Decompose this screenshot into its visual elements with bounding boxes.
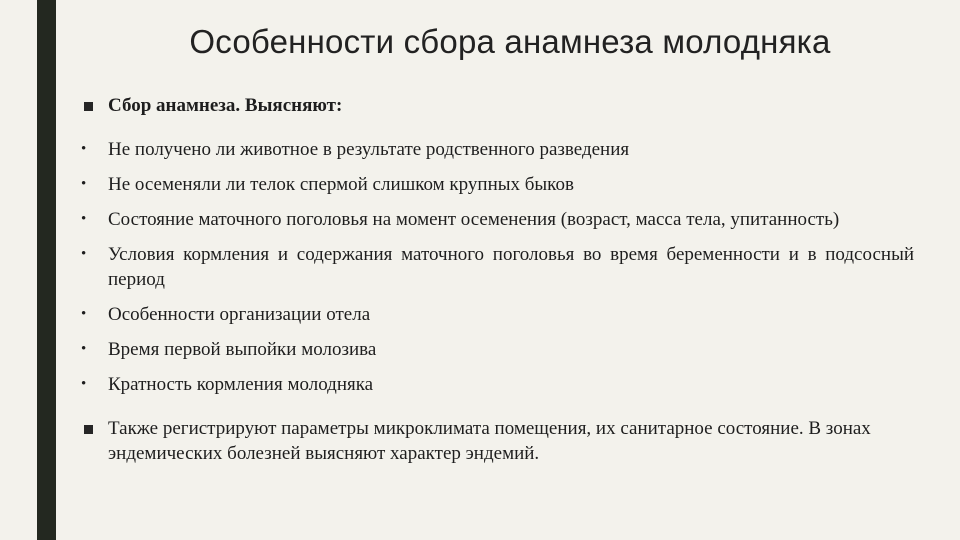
section-heading xyxy=(78,93,914,118)
round-bullet-icon: • xyxy=(81,306,87,322)
round-bullet-icon: • xyxy=(81,341,87,357)
slide-title: Особенности сбора анамнеза молодняка xyxy=(189,23,831,60)
round-bullet-icon: • xyxy=(81,176,87,192)
list-item-text: Время первой выпойки молозива xyxy=(108,339,377,360)
list-item-text: Не получено ли животное в результате родственного разведения xyxy=(108,139,630,160)
list-item-text: Не осеменяли ли телок спермой слишком крупных быков xyxy=(108,174,574,195)
list-item xyxy=(78,172,914,197)
left-accent-bar xyxy=(37,0,56,540)
list-item-text: Условия кормления и содержания маточного поголовья во время беременности и в подсосный период xyxy=(108,244,914,290)
list-item xyxy=(78,302,914,327)
section-heading-text: Сбор анамнеза. Выясняют: xyxy=(108,95,343,116)
list-item xyxy=(78,207,914,232)
slide-content xyxy=(78,93,914,466)
list-item-text: Кратность кормления молодняка xyxy=(108,374,374,395)
square-bullet-icon xyxy=(84,102,93,111)
list-item xyxy=(78,137,914,162)
round-bullet-icon: • xyxy=(81,141,87,157)
round-bullet-icon: • xyxy=(81,376,87,392)
list-item-text: Состояние маточного поголовья на момент осеменения (возраст, масса тела, упитанность) xyxy=(108,209,840,230)
list-item-text: Особенности организации отела xyxy=(108,304,371,325)
round-bullet-icon: • xyxy=(81,211,87,227)
list-item xyxy=(78,242,914,292)
square-bullet-icon xyxy=(84,425,93,434)
closing-note xyxy=(78,416,914,466)
list-item xyxy=(78,337,914,362)
bullet-list xyxy=(78,137,914,397)
round-bullet-icon: • xyxy=(81,246,87,262)
closing-note-text: Также регистрируют параметры микроклимата помещения, их санитарное состояние. В зонах эндемических болезней выясняют характер эндемий. xyxy=(108,418,871,464)
list-item xyxy=(78,372,914,397)
